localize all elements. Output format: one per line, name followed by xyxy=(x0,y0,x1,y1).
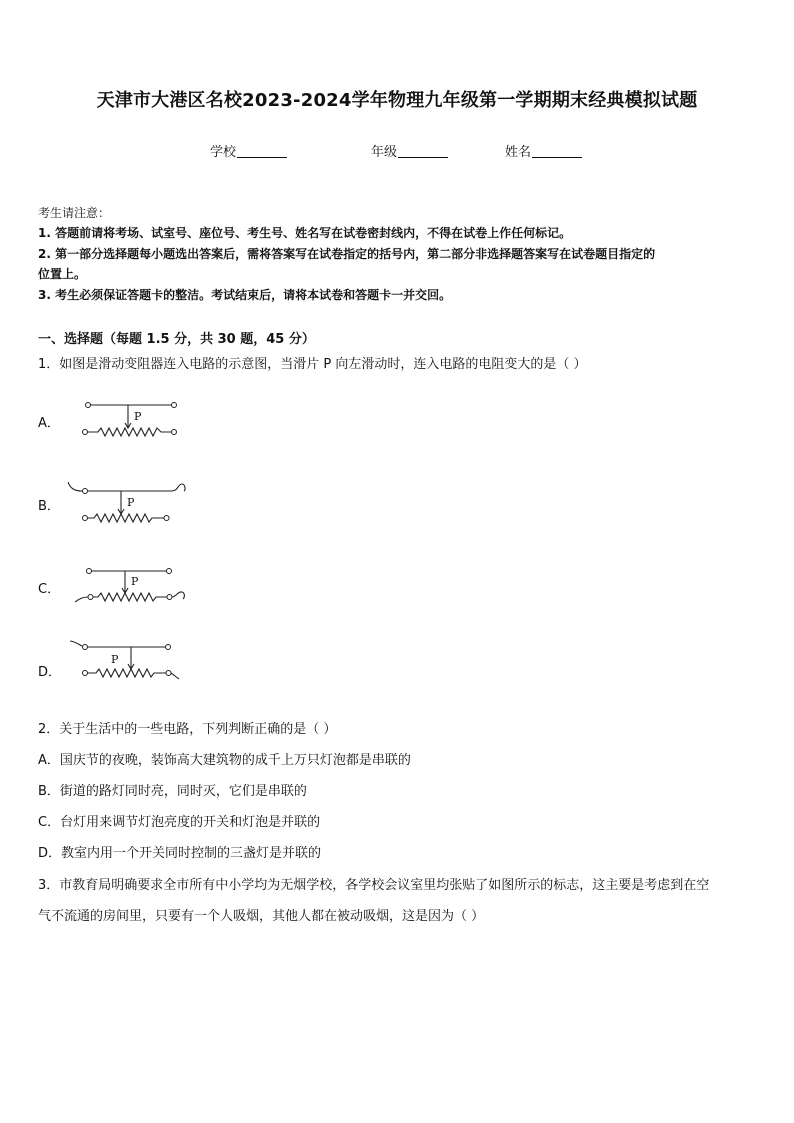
q3-stem-line1: 3．市教育局明确要求全市所有中小学均为无烟学校，各学校会议室里均张贴了如图所示的标志，这主要是考虑到在空 xyxy=(38,878,710,893)
q1-stem: 1．如图是滑动变阻器连入电路的示意图，当滑片 P 向左滑动时，连入电路的电阻变大的是（ ） xyxy=(38,357,587,372)
lead-wire xyxy=(68,482,82,491)
q2-option-a: A．国庆节的夜晚，装饰高大建筑物的成千上万只灯泡都是串联的 xyxy=(38,753,411,768)
terminal xyxy=(83,645,88,650)
q1-option-d-label: D． xyxy=(38,665,62,680)
lead-wire xyxy=(75,597,88,602)
school-blank[interactable] xyxy=(237,145,287,158)
slider-label: P xyxy=(131,575,139,588)
q2-stem: 2．关于生活中的一些电路，下列判断正确的是（ ） xyxy=(38,722,337,737)
terminal xyxy=(166,645,171,650)
lead-wire xyxy=(172,484,185,491)
terminal xyxy=(88,595,93,600)
name-blank[interactable] xyxy=(532,145,582,158)
terminal xyxy=(83,430,88,435)
resistor-coil xyxy=(88,669,167,677)
q1-option-a-diagram xyxy=(70,396,190,446)
terminal xyxy=(172,430,177,435)
lead-wire xyxy=(172,592,184,599)
slider-label: P xyxy=(127,496,135,509)
exam-title: 天津市大港区名校2023-2024学年物理九年级第一学期期末经典模拟试题 xyxy=(96,90,698,111)
q1-option-b-label: B． xyxy=(38,499,60,514)
slider-label: P xyxy=(134,410,142,423)
q1-option-a-label: A． xyxy=(38,416,60,431)
notice-item-1: 1. 答题前请将考场、试室号、座位号、考生号、姓名写在试卷密封线内，不得在试卷上作任何标记。 xyxy=(38,226,572,240)
q1-option-c-diagram xyxy=(68,562,193,610)
q2-option-c: C．台灯用来调节灯泡亮度的开关和灯泡是并联的 xyxy=(38,815,321,830)
terminal xyxy=(167,595,172,600)
slider-label: P xyxy=(111,653,119,666)
notice-item-2-cont: 位置上。 xyxy=(38,267,87,281)
terminal xyxy=(167,569,172,574)
lead-wire xyxy=(70,641,82,646)
grade-blank[interactable] xyxy=(398,145,448,158)
q2-option-b: B．街道的路灯同时亮，同时灭，它们是串联的 xyxy=(38,784,307,799)
name-label: 姓名 xyxy=(505,145,532,160)
q1-option-b-diagram xyxy=(64,478,194,530)
grade-label: 年级 xyxy=(371,145,398,160)
q1-option-c-label: C． xyxy=(38,582,61,597)
name-field[interactable] xyxy=(505,141,582,160)
terminal xyxy=(164,516,169,521)
terminal xyxy=(83,671,88,676)
terminal xyxy=(166,671,171,676)
terminal xyxy=(172,403,177,408)
notice-item-3: 3. 考生必须保证答题卡的整洁。考试结束后，请将本试卷和答题卡一并交回。 xyxy=(38,288,452,302)
resistor-coil xyxy=(93,593,167,601)
notice-heading: 考生请注意： xyxy=(38,206,111,220)
terminal xyxy=(83,489,88,494)
grade-field[interactable] xyxy=(371,141,448,160)
terminal xyxy=(83,516,88,521)
resistor-coil xyxy=(88,514,165,522)
section-heading: 一、选择题（每题 1.5 分，共 30 题，45 分） xyxy=(38,332,315,347)
q1-option-d-diagram xyxy=(66,636,191,686)
resistor-coil xyxy=(88,428,172,436)
q3-stem-line2: 气不流通的房间里，只要有一个人吸烟，其他人都在被动吸烟，这是因为（ ） xyxy=(38,909,485,924)
lead-wire xyxy=(171,673,179,679)
notice-item-2: 2. 第一部分选择题每小题选出答案后，需将答案写在试卷指定的括号内，第二部分非选择题答案写在试卷题目指定的 xyxy=(38,247,656,261)
school-field[interactable] xyxy=(210,141,287,160)
terminal xyxy=(86,403,91,408)
school-label: 学校 xyxy=(210,145,237,160)
q2-option-d: D．教室内用一个开关同时控制的三盏灯是并联的 xyxy=(38,846,322,861)
terminal xyxy=(87,569,92,574)
